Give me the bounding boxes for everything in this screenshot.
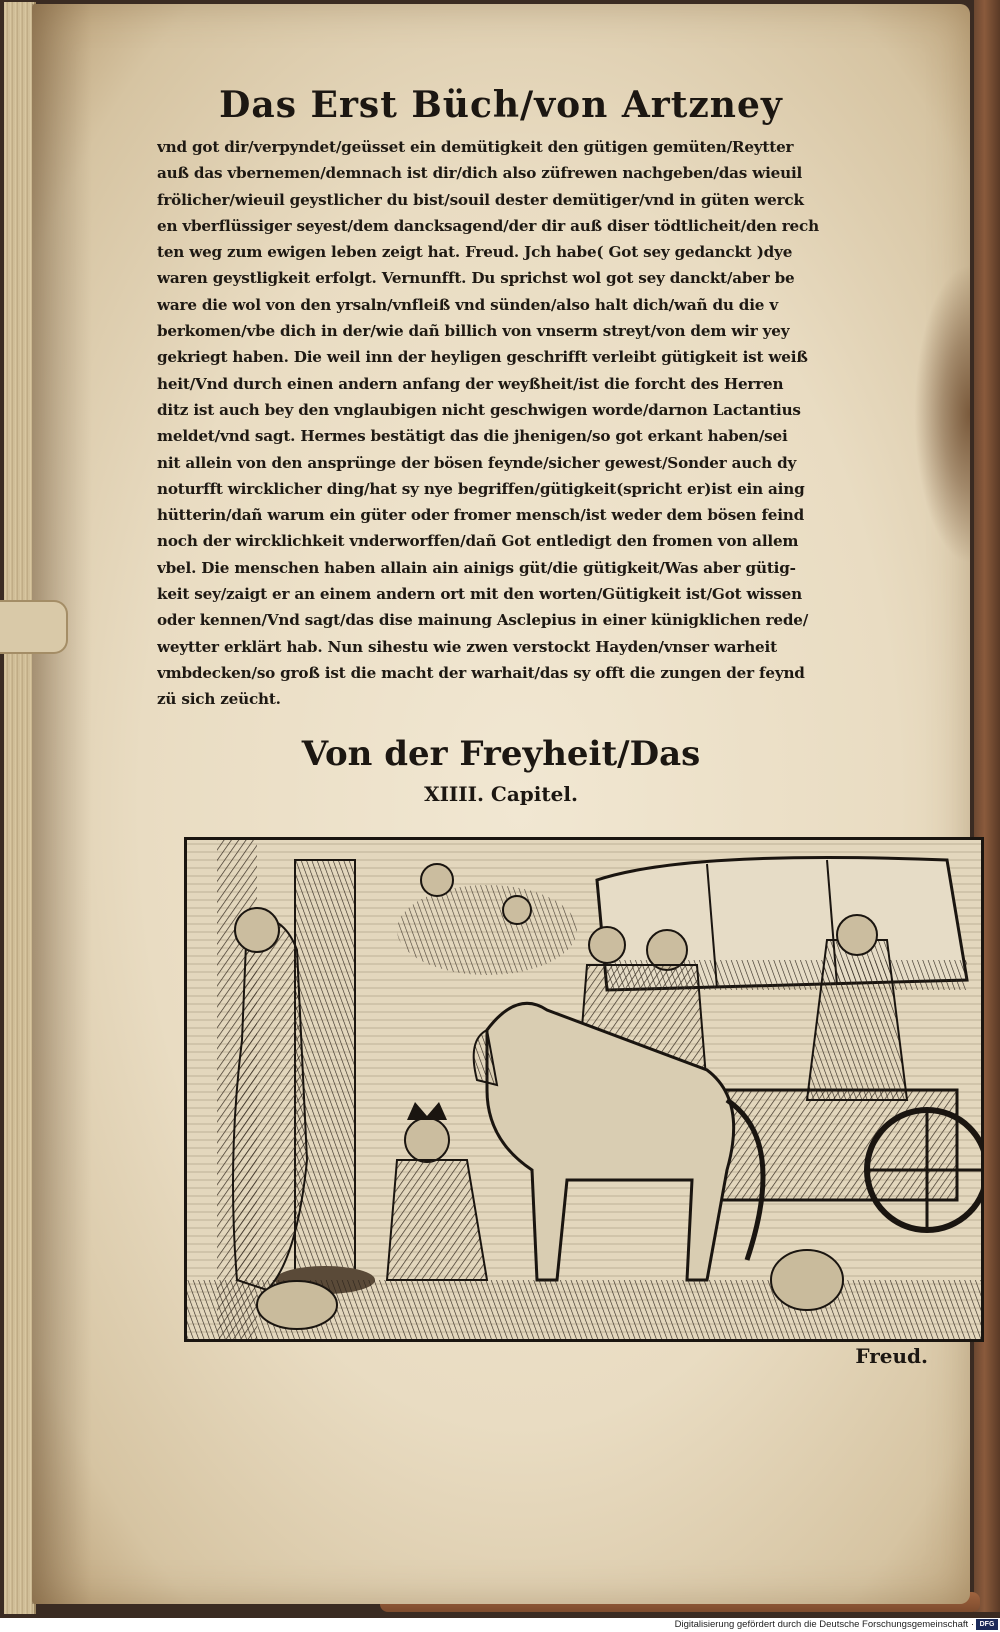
passenger-head	[589, 927, 625, 963]
running-header: Das Erst Büch/von Artzney	[219, 84, 783, 126]
text-line: gekriegt haben. Die weil inn der heyligen geschrifft verleibt gütigkeit ist weiß	[157, 348, 808, 367]
text-line: auß das vbernemen/demnach ist dir/dich also züfrewen nachgeben/das wieuil	[157, 164, 803, 183]
text-line: vmbdecken/so groß ist die macht der warhait/das sy offt die zungen der feynd	[157, 663, 805, 682]
putto-head	[421, 864, 453, 896]
text-line: noch der wircklichkeit vnderworffen/dañ Got entledigt den fromen von allem	[157, 532, 799, 551]
putto-head	[503, 896, 531, 924]
dfg-logo: DFG	[976, 1619, 998, 1630]
text-line: hütterin/dañ warum ein güter oder fromer mensch/ist weder dem bösen feind	[157, 506, 805, 525]
king-head	[837, 915, 877, 955]
text-line: vbel. Die menschen haben allain ain ainigs güt/die gütigkeit/Was aber gütig-	[157, 558, 796, 577]
text-line: en vberflüssiger seyest/dem dancksagend/der dir auß diser tödtlicheit/den rech	[157, 216, 819, 235]
text-line: nit allein von den ansprünge der bösen feynde/sicher gewest/Sonder auch dy	[157, 453, 797, 472]
text-line: noturfft wircklicher ding/hat sy nye begriffen/gütigkeit(spricht er)ist ein aing	[157, 479, 805, 498]
text-line: waren geystligkeit erfolgt. Vernunfft. Du sprichst wol got sey danckt/aber be	[157, 269, 795, 288]
book-page	[32, 4, 970, 1604]
crowned-head	[405, 1118, 449, 1162]
rock	[771, 1250, 843, 1310]
woodcut-illustration	[184, 837, 984, 1342]
text-line: weytter erklärt hab. Nun sihestu wie zwen verstockt Hayden/vnser warheit	[157, 637, 777, 656]
text-line: zü sich zeücht.	[157, 690, 281, 709]
body-text	[157, 134, 967, 713]
text-line: ware die wol von den yrsaln/vnfleiß vnd sünden/also halt dich/wañ du die v	[157, 295, 778, 314]
catchword: Freud.	[855, 1344, 928, 1368]
chapter-title: Von der Freyheit/Das	[301, 734, 701, 774]
page-tab	[0, 600, 68, 654]
text-line: ditz ist auch bey den vnglaubigen nicht geschwigen worde/darnon Lactantius	[157, 400, 801, 419]
footer-credit: Digitalisierung gefördert durch die Deutsche Forschungsgemeinschaft ·	[674, 1619, 974, 1630]
text-line: ten weg zum ewigen leben zeigt hat. Freud. Jch habe( Got sey gedanckt )dye	[157, 243, 793, 262]
woodcut-drawing	[187, 840, 981, 1339]
text-line: heit/Vnd durch einen andern anfang der weyßheit/ist die forcht des Herren	[157, 374, 784, 393]
wagon-body	[707, 1090, 957, 1200]
text-line: berkomen/vbe dich in der/wie dañ billich von vnserm streyt/von dem wir yey	[157, 322, 790, 341]
text-line: vnd got dir/verpyndet/geüsset ein demütigkeit den gütigen gemüten/Reytter	[157, 138, 794, 156]
chapter-number: XIIII. Capitel.	[424, 782, 578, 806]
figure-head	[235, 908, 279, 952]
cloud	[397, 885, 577, 975]
binding-edge	[974, 0, 1000, 1612]
text-line: frölicher/wieuil geystlicher du bist/souil dester demütiger/vnd in güten werck	[157, 190, 804, 209]
text-line: oder kennen/Vnd sagt/das dise mainung Asclepius in einer künigklichen rede/	[157, 611, 809, 630]
text-line: meldet/vnd sagt. Hermes bestätigt das die jhenigen/so got erkant haben/sei	[157, 427, 788, 446]
stone-column	[295, 860, 355, 1280]
rock	[257, 1281, 337, 1329]
text-line: keit sey/zaigt er an einem andern ort mit den worten/Gütigkeit ist/Got wissen	[157, 585, 802, 604]
